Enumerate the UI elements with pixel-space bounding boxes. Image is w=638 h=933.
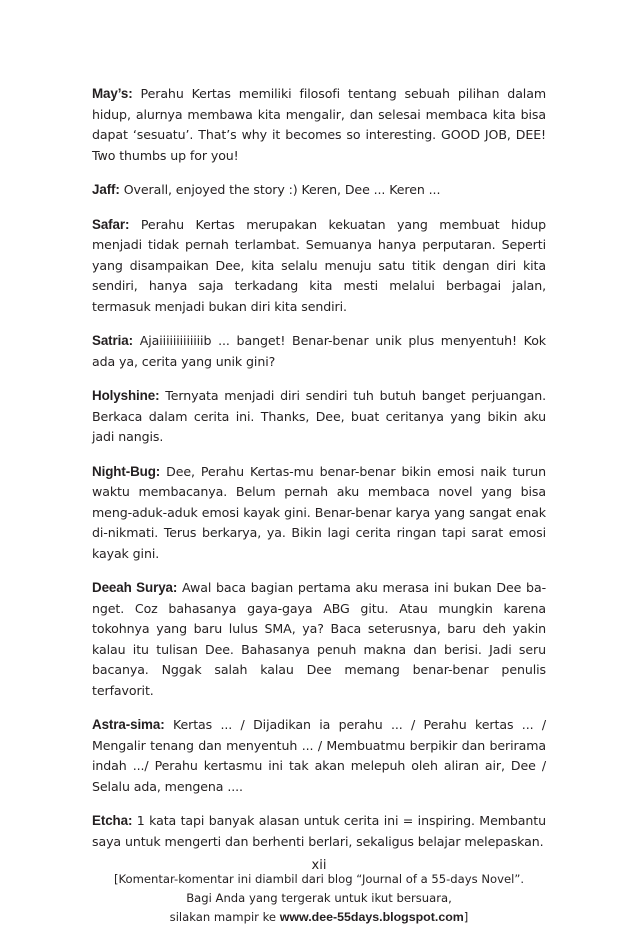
footnote-line-1: [Komentar-komentar ini diambil dari blog “Journal of a 55-days Novel”.	[113, 872, 525, 886]
comments-section	[92, 84, 546, 852]
commenter-name: Astra-sima:	[92, 717, 165, 732]
footnote-line-2: Bagi Anda yang tergerak untuk ikut bersuara,	[186, 891, 452, 905]
blog-url: www.dee-55days.blogspot.com	[279, 910, 464, 924]
comment-astra-sima	[92, 715, 546, 797]
comment-text: 1 kata tapi banyak alasan untuk cerita ini = inspiring. Membantu saya untuk mengerti dan berhenti berlari, sekaligus belajar melepaskan.	[92, 813, 546, 849]
comment-text: Awal baca bagian pertama aku merasa ini bukan Dee ba-nget. Coz bahasanya gaya-gaya ABG gitu. Atau mungkin karena tokohnya yang baru lulus SMA, ya? Baca seterusnya, baru deh yakin kalau itu tulisan Dee. Bahasanya penuh makna dan berisi. Jadi seru bacanya. Nggak salah kalau Dee memang benar-benar penulis terfavorit.	[92, 580, 547, 698]
comment-mays	[92, 84, 546, 166]
comment-deeah-surya	[92, 578, 546, 701]
commenter-name: Holyshine:	[92, 388, 160, 403]
commenter-name: Night-Bug:	[92, 463, 161, 479]
comment-jaff	[92, 180, 546, 201]
comment-text: Ternyata menjadi diri sendiri tuh butuh banget perjuangan. Berkaca dalam cerita ini. Thanks, Dee, buat ceritanya yang bikin aku jadi nangis.	[92, 388, 547, 444]
commenter-name: Etcha:	[92, 813, 133, 828]
footnote-line-3-suffix: ]	[463, 910, 469, 924]
page-number: xii	[311, 858, 327, 873]
comment-etcha	[92, 811, 546, 852]
comment-safar	[92, 215, 546, 318]
commenter-name: Safar:	[92, 216, 130, 232]
footnote-line-3	[92, 908, 546, 927]
comment-text: Overall, enjoyed the story :) Keren, Dee ... Keren ...	[123, 182, 441, 197]
comment-satria	[92, 331, 546, 372]
commenter-name: Deeah Surya:	[92, 580, 178, 595]
comment-text: Perahu Kertas memiliki filosofi tentang sebuah pilihan dalam hidup, alurnya membawa kita mengalir, dan selesai membaca kita bisa dapat ‘sesuatu’. That’s why it becomes so interesting. GOOD JOB, DEE! Two thumbs up for you!	[92, 86, 546, 163]
source-footnote	[92, 870, 546, 927]
comment-text: Perahu Kertas merupakan kekuatan yang membuat hidup menjadi tidak pernah terlambat. Semuanya hanya perputaran. Seperti yang disampaikan Dee, kita selalu menuju satu titik dengan diri kita sendiri, hanya saja terkadang kita mesti melalui berbagai jalan, termasuk menjadi bukan diri kita sendiri.	[92, 216, 546, 314]
comment-holyshine	[92, 386, 546, 448]
comment-text: Ajaiiiiiiiiiiiiib ... banget! Benar-benar unik plus menyentuh! Kok ada ya, cerita yang unik gini?	[92, 333, 546, 369]
comment-text: Dee, Perahu Kertas-mu benar-benar bikin emosi naik turun waktu membacanya. Belum pernah aku membaca novel yang bisa meng-aduk-aduk emosi kayak gini. Benar-benar karya yang sangat enak di-nikmati. Terus berkarya, ya. Bikin lagi cerita ringan tapi sarat emosi kayak gini.	[92, 463, 547, 561]
footnote-line-3-prefix: silakan mampir ke	[169, 910, 280, 924]
commenter-name: Jaff:	[92, 182, 120, 197]
commenter-name: May’s:	[92, 86, 133, 101]
commenter-name: Satria:	[92, 333, 133, 348]
comment-text: Kertas ... / Dijadikan ia perahu ... / Perahu kertas ... / Mengalir tenang dan menyentuh ... / Membuatmu berpikir dan berirama indah .../ Perahu kertasmu ini tak akan melepuh oleh aliran air, Dee / Selalu ada, mengena ....	[92, 717, 547, 794]
comment-night-bug	[92, 462, 546, 565]
